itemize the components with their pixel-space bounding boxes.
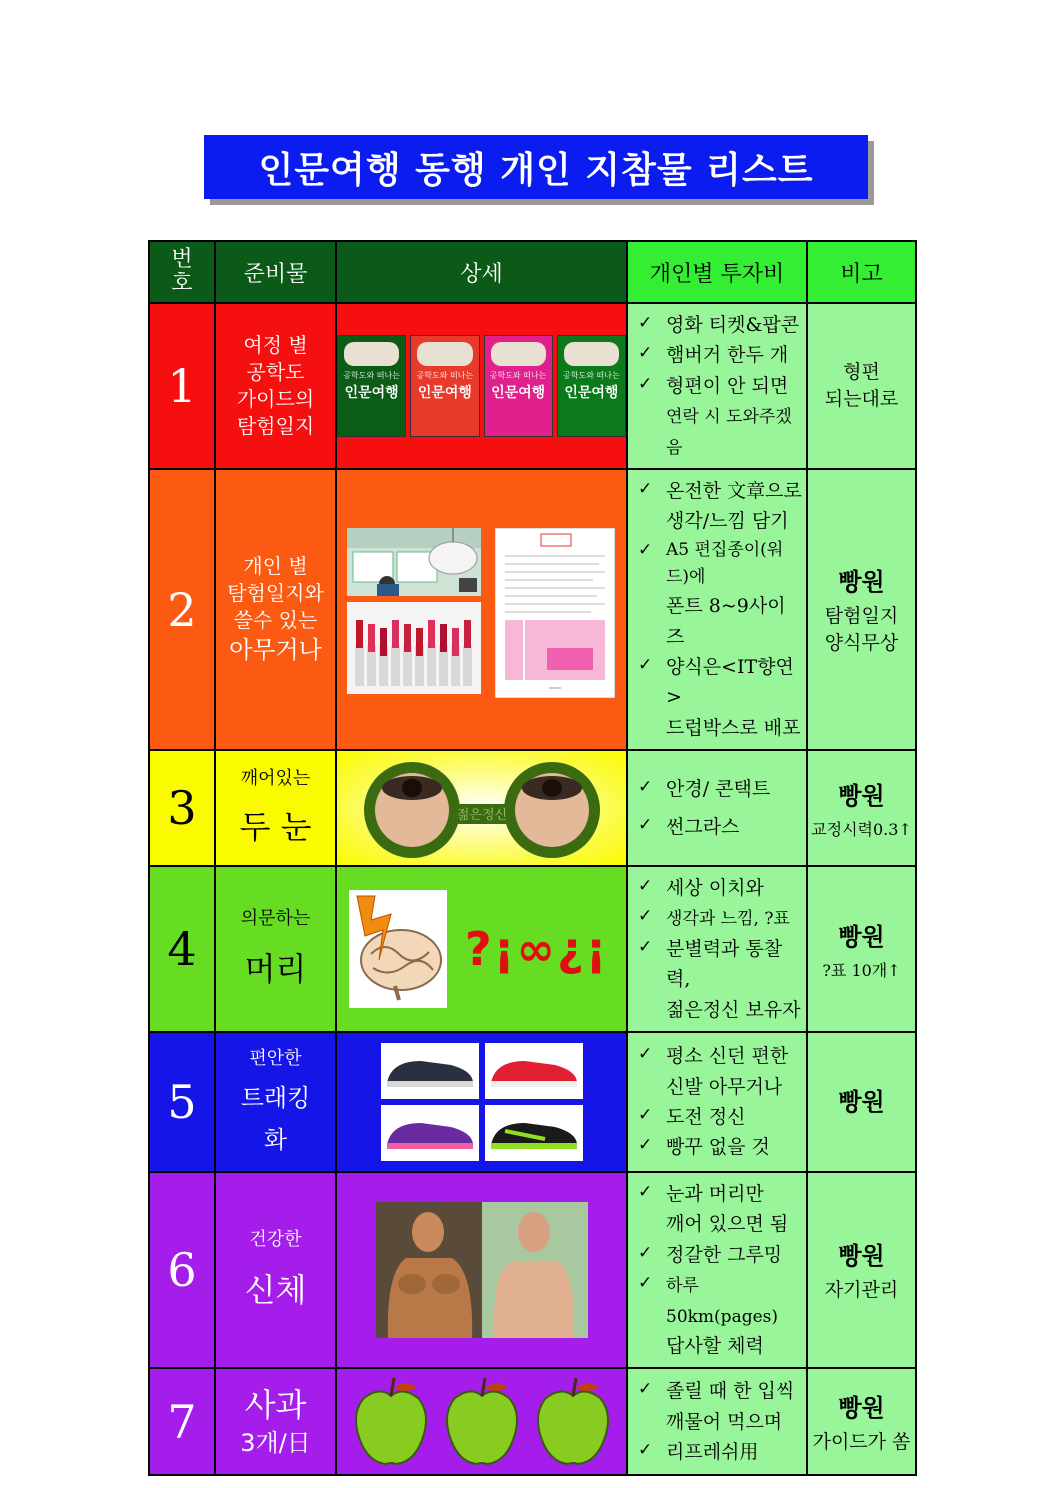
header-item: 준비물	[215, 241, 336, 303]
note-cell	[807, 1172, 916, 1368]
lipstick-tube	[355, 646, 364, 686]
body-photo	[376, 1202, 588, 1338]
row-number: 6	[149, 1172, 215, 1368]
book-cover-image	[337, 335, 406, 437]
item-line: 신체	[244, 1270, 307, 1309]
note-main: 빵원	[838, 922, 885, 952]
item-line: 편안한	[249, 1048, 302, 1070]
header-note: 비고	[807, 241, 916, 303]
lipstick-tip	[452, 628, 459, 656]
header-num: 번호	[149, 241, 215, 303]
book-title: 인문여행	[344, 384, 399, 401]
header-cost: 개인별 투자비	[627, 241, 807, 303]
shoe-image	[381, 1105, 479, 1161]
header-detail: 상세	[336, 241, 627, 303]
item-line: 탐험일지	[236, 413, 315, 438]
lipstick-tip	[428, 620, 435, 648]
item-line: 아무거나	[229, 635, 322, 664]
book-cover-image	[484, 335, 553, 437]
check-item: ✓ 영화 티켓&팝콘	[638, 310, 802, 340]
note-text: 형편 되는대로	[824, 361, 899, 410]
item-line: 깨어있는	[240, 768, 311, 790]
lipstick-tube	[427, 646, 436, 686]
table-row	[149, 469, 916, 750]
note-main: 빵원	[838, 1393, 885, 1423]
checklist-table	[148, 240, 917, 1476]
lipstick-tip	[464, 620, 471, 648]
row-number: 5	[149, 1032, 215, 1172]
detail-cell	[336, 469, 627, 750]
lipstick-tip	[392, 620, 399, 648]
item-cell	[215, 1032, 336, 1172]
note-text: 자기관리	[824, 1279, 899, 1302]
item-line: 3개/日	[240, 1429, 311, 1458]
note-text: 탐험일지 양식무상	[824, 605, 899, 654]
shoe-image	[485, 1043, 583, 1099]
item-cell	[215, 1368, 336, 1475]
check-item: ✓ 눈과 머리만 깨어 있으면 됨	[638, 1179, 802, 1240]
glasses-image	[337, 752, 628, 864]
cost-cell	[627, 1368, 807, 1475]
item-line: 의문하는	[240, 908, 311, 930]
book-cover-image	[410, 335, 479, 437]
note-main: 빵원	[838, 781, 885, 811]
row-number: 1	[149, 303, 215, 469]
lipstick-tube	[391, 646, 400, 686]
detail-cell	[336, 1172, 627, 1368]
check-item: ✓ 하루50km(pages) 답사할 체력	[638, 1270, 802, 1361]
apple-icon	[350, 1376, 432, 1468]
item-line: 화	[263, 1126, 288, 1155]
detail-cell	[336, 866, 627, 1032]
check-item: ✓ 평소 신던 편한 신발 아무거나	[638, 1041, 802, 1102]
cost-cell	[627, 1032, 807, 1172]
item-cell	[215, 750, 336, 866]
check-item: ✓ 온전한 文章으로 생각/느낌 담기	[638, 476, 802, 537]
cost-cell	[627, 866, 807, 1032]
item-line: 여정 별	[243, 332, 308, 357]
detail-cell	[336, 303, 627, 469]
item-cell	[215, 469, 336, 750]
cost-cell	[627, 303, 807, 469]
note-text: ?표 10개↑	[822, 961, 901, 981]
lipstick-tip	[416, 628, 423, 656]
table-row	[149, 1172, 916, 1368]
note-main: 빵원	[838, 1086, 885, 1116]
item-line: 가이드의	[236, 386, 315, 411]
item-cell	[215, 1172, 336, 1368]
apple-icon	[441, 1376, 523, 1468]
check-item: ✓ 안경/ 콘택트	[638, 770, 802, 808]
check-item: ✓ A5 편집종이(워드)에 폰트 8~9사이즈	[638, 537, 802, 652]
lipstick-tip	[356, 620, 363, 648]
item-line: 트래킹	[240, 1083, 311, 1112]
row-number: 4	[149, 866, 215, 1032]
book-title: 공학도와 떠나는	[563, 370, 620, 380]
item-cell	[215, 866, 336, 1032]
journal-form-image	[495, 528, 615, 698]
item-line: 탐험일지와	[227, 580, 324, 605]
table-row	[149, 303, 916, 469]
lipstick-tip	[368, 624, 375, 652]
header-row	[149, 241, 916, 303]
book-title: 인문여행	[491, 384, 546, 401]
note-cell	[807, 469, 916, 750]
check-item: ✓ 썬그라스	[638, 808, 802, 846]
note-cell	[807, 866, 916, 1032]
table-row	[149, 1368, 916, 1475]
page-title: 인문여행 동행 개인 지참물 리스트	[204, 135, 868, 199]
note-cell	[807, 1032, 916, 1172]
brain-image	[349, 890, 447, 1008]
note-main: 빵원	[838, 567, 885, 597]
detail-cell	[336, 1368, 627, 1475]
check-item: ✓ 도전 정신	[638, 1102, 802, 1132]
check-item: ✓ 졸릴 때 한 입씩 깨물어 먹으며	[638, 1376, 802, 1437]
detail-cell	[336, 750, 627, 866]
check-item: ✓ 리프레쉬用	[638, 1437, 802, 1467]
check-item: ✓ 정갈한 그루밍	[638, 1240, 802, 1270]
item-line: 건강한	[249, 1229, 302, 1251]
classroom-photo	[347, 528, 481, 596]
row-number: 7	[149, 1368, 215, 1475]
check-item: ✓ 형편이 안 되면 연락 시 도와주겠음	[638, 371, 802, 462]
lipstick-tube	[463, 646, 472, 686]
question-symbols: ?¡∞¿¡	[465, 922, 609, 977]
check-item: ✓ 양식은<IT향연> 드럽박스로 배포	[638, 652, 802, 743]
check-item: ✓ 세상 이치와	[638, 873, 802, 903]
row-number: 3	[149, 750, 215, 866]
table-row	[149, 1032, 916, 1172]
lipstick-tip	[440, 624, 447, 652]
row-number: 2	[149, 469, 215, 750]
book-cover-image	[557, 335, 626, 437]
apple-icon	[532, 1376, 614, 1468]
lipstick-tip	[404, 624, 411, 652]
book-covers	[337, 335, 626, 437]
check-item: ✓ 생각과 느낌, ?표	[638, 903, 802, 933]
table-row	[149, 750, 916, 866]
check-item: ✓ 분별력과 통찰력, 젊은정신 보유자	[638, 934, 802, 1025]
bridge-text: 젊은정신	[456, 808, 508, 824]
book-title: 공학도와 떠나는	[489, 370, 547, 380]
item-line: 두 눈	[239, 807, 312, 846]
book-title: 인문여행	[564, 384, 619, 401]
book-title: 공학도와 떠나는	[343, 370, 400, 380]
note-cell	[807, 750, 916, 866]
note-text: 교정시력0.3↑	[811, 820, 912, 840]
book-title: 공학도와 떠나는	[416, 370, 474, 380]
book-title: 인문여행	[417, 384, 472, 401]
note-text: 가이드가 쏨	[812, 1431, 911, 1454]
check-item: ✓ 빵꾸 없을 것	[638, 1132, 802, 1162]
item-cell	[215, 303, 336, 469]
cost-cell	[627, 469, 807, 750]
item-line: 사과	[244, 1386, 307, 1425]
cost-cell	[627, 1172, 807, 1368]
detail-cell	[336, 1032, 627, 1172]
item-line: 공학도	[246, 359, 305, 384]
note-cell	[807, 303, 916, 469]
cost-cell	[627, 750, 807, 866]
item-line: 개인 별	[243, 553, 308, 578]
shoe-image	[485, 1105, 583, 1161]
item-line: 머리	[244, 949, 307, 988]
table-row	[149, 866, 916, 1032]
lipstick-photo	[347, 602, 481, 694]
note-main: 빵원	[838, 1241, 885, 1271]
item-line: 쓸수 있는	[233, 607, 318, 632]
lipstick-tip	[380, 628, 387, 656]
note-cell	[807, 1368, 916, 1475]
shoe-image	[381, 1043, 479, 1099]
check-item: ✓ 햄버거 한두 개	[638, 340, 802, 370]
